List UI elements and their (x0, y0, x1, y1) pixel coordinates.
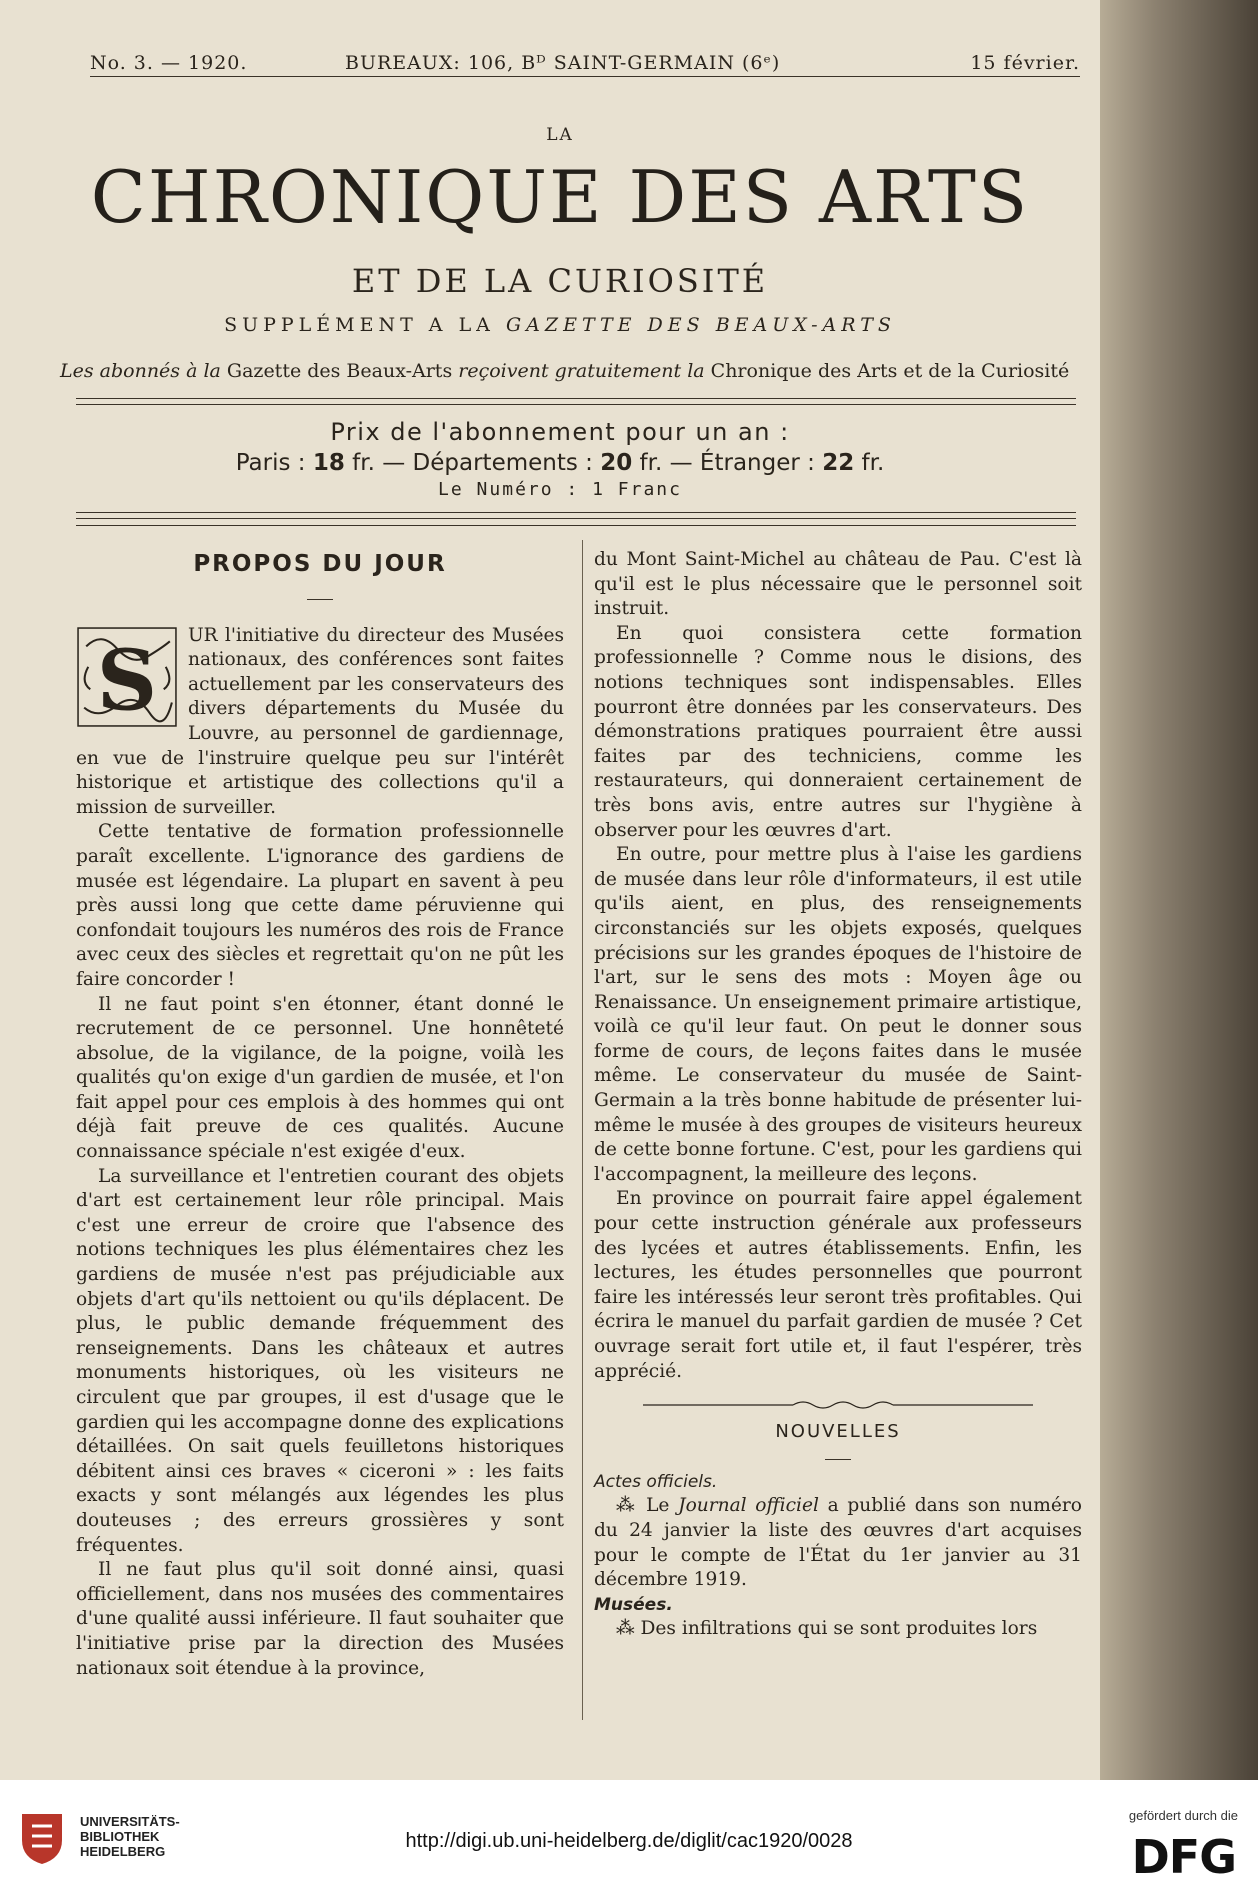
paragraph-5: Il ne faut plus qu'il soit donné ainsi, quasi officiellement, dans nos musées des commentaires d'une qualité aussi inférieure. Il faut souhaiter que l'initiative prise par la direction des Musées nationaux soit étendue à la province, (76, 1559, 564, 1679)
paragraph-9: En province on pourrait faire appel également pour cette instruction générale aux professeurs des lycées et autres établissements. Enfin, les lectures, les études personnelles que pourront faire les intéressés leur seront très profitables. Qui écrira le manuel du parfait gardien de musée ? Cet ouvrage serait fort utile et, il faut l'espérer, très apprécié. (594, 1188, 1082, 1382)
header-rule (90, 76, 1080, 77)
issue-number: No. 3. — 1920. (90, 52, 248, 74)
section-ornament (643, 1398, 1033, 1412)
actes-heading: Actes officiels. (594, 1471, 718, 1492)
paragraph-3: Il ne faut point s'en étonner, étant donné le recrutement de ce personnel. Une honnêteté absolue, de la vigilance, de la poigne, voilà les qualités qu'on exige d'un gardien de musée, et l'on fait appel pour ces emplois à des hommes qui ont déjà fait preuve de ces qualités. Aucune connaissance spéciale n'est exigée d'eux. (76, 993, 564, 1163)
departements-label: fr. — Départements : (344, 450, 601, 476)
subscription-heading: Prix de l'abonnement pour un an : (330, 418, 790, 446)
dfg-logo: DFG (1131, 1830, 1236, 1884)
section-title: PROPOS DU JOUR (193, 551, 447, 577)
paragraph-6: du Mont Saint-Michel au château de Pau. C'est là qu'il est le plus nécessaire que le personnel soit instruit. (594, 549, 1082, 620)
journal-officiel: Journal officiel (678, 1495, 819, 1517)
paragraph-4: La surveillance et l'entretien courant des objets d'art est certainement leur rôle principal. Mais c'est une erreur de croire que l'absence des notions techniques les plus élémentaires chez les gardiens de musée n'est pas préjudiciable aux objets d'art qu'ils nettoient ou qu'ils déplacent. De plus, le public demande fréquemment des renseignements. Dans les châteaux et autres monuments historiques, où les visiteurs ne circulent que par groupes, il est d'usage que le gardien qui les accompagne donne des explications détaillées. On sait quels feuilletons historiques débitent ainsi ces braves « ciceroni » : les faits exacts y sont mélangés aux légendes les plus douteuses ; des erreurs grossières y sont fréquentes. (76, 1165, 564, 1556)
supplement-gazette: GAZETTE DES BEAUX-ARTS (505, 314, 896, 336)
masthead-article: LA (546, 125, 574, 145)
masthead-title: CHRONIQUE DES ARTS (90, 155, 1030, 239)
rule-top-1 (76, 398, 1076, 399)
library-name-1: UNIVERSITÄTS- (80, 1814, 180, 1829)
rule-mid-3 (76, 525, 1076, 526)
masthead-subtitle: ET DE LA CURIOSITÉ (351, 262, 769, 300)
source-url[interactable]: http://digi.ub.uni-heidelberg.de/diglit/cac1920/0028 (405, 1830, 853, 1852)
news-title: NOUVELLES (775, 1421, 901, 1443)
actes-text-1: Le (646, 1495, 679, 1517)
rule-mid-1 (76, 512, 1076, 513)
paragraph-2: Cette tentative de formation professionnelle paraît excellente. L'ignorance des gardiens de musée est légendaire. La plupart en savent à peu près aussi long que cette dame péruvienne qui confondait toujours les numéros des rois de France avec ceux des siècles et regrettait qu'on ne pût les faire concorder ! (76, 821, 564, 990)
office-address: BUREAUX: 106, Bᴰ SAINT-GERMAIN (6ᵉ) (345, 52, 781, 74)
etranger-price: 22 (822, 450, 855, 476)
left-column (76, 548, 564, 1681)
supplement-prefix: SUPPLÉMENT A LA (224, 314, 495, 336)
subscribers-note-3: reçoivent gratuitement la (458, 360, 705, 382)
library-name-3: HEIDELBERG (80, 1844, 166, 1859)
facing-page-edge (1100, 0, 1258, 1780)
subscribers-note-4: Chronique des Arts et de la Curiosité (710, 360, 1070, 382)
paris-label: Paris : (235, 450, 313, 476)
musees-heading: Musées. (594, 1594, 673, 1615)
paragraph-7: En quoi consistera cette formation professionnelle ? Comme nous le disions, des notions techniques sont indispensables. Elles pourront être données par les conservateurs. Des démonstrations pratiques pourraient être aussi faites par des techniciens, comme les restaurateurs, qui donneraient certainement de très bons avis, entre autres sur l'hygiène à observer pour les œuvres d'art. (594, 622, 1082, 841)
paragraph-8: En outre, pour mettre plus à l'aise les gardiens de musée dans leur rôle d'informateurs, il est utile qu'ils aient, en plus, des renseignements circonstanciés sur les objets exposés, quelques précisions sur les grandes époques de l'histoire de l'art, sur le sens des mots : Moyen âge ou Renaissance. Un enseignement primaire artistique, voilà ce qu'il leur faut. On peut le donner sous forme de cours, de leçons faites dans le musée même. Le conservateur du musée de Saint-Germain a la très bonne habitude de présenter lui-même le musée à des groupes de visiteurs heureux de cette bonne fortune. C'est, pour les gardiens qui l'accompagnent, la meilleure des leçons. (594, 844, 1082, 1185)
supplement-line (60, 314, 1060, 336)
dropcap-s-ornament (76, 626, 178, 728)
etranger-label: fr. — Étranger : (632, 450, 823, 476)
currency-label: fr. (854, 450, 885, 476)
title-dash (307, 599, 333, 600)
library-name-2: BIBLIOTHEK (80, 1829, 160, 1844)
subscribers-note-2: Gazette des Beaux-Arts (226, 360, 453, 382)
actes-paragraph (594, 1494, 1082, 1592)
paris-price: 18 (312, 450, 345, 476)
asterism-icon: ⁂ (616, 1618, 641, 1640)
svg-text:S: S (96, 630, 158, 728)
header-line (90, 52, 1080, 74)
departements-price: 20 (600, 450, 633, 476)
rule-mid-2 (76, 518, 1076, 519)
sponsor-label: gefördert durch die (1128, 1808, 1238, 1823)
news-dash (825, 1459, 851, 1460)
asterism-icon: ⁂ (616, 1495, 647, 1517)
musees-text: Des infiltrations qui se sont produites lors (640, 1618, 1038, 1640)
actes-text-2: a publié dans son numéro du 24 janvier la liste des œuvres d'art acquises pour le compte de l'État du 1er janvier au 31 décembre 1919. (594, 1495, 1083, 1591)
musees-paragraph (594, 1617, 1082, 1642)
digitization-footer (0, 1780, 1258, 1895)
issue-date: 15 février. (970, 52, 1080, 74)
paragraph-1: UR l'initiative du directeur des Musées nationaux, des conférences sont faites actuellement par les conservateurs des divers départements du Musée du Louvre, au personnel de gardiennage, en vue de l'instruire quelque peu sur l'intérêt historique et artistique des collections qu'il a mission de surveiller. (76, 624, 564, 818)
rule-top-2 (76, 404, 1076, 405)
single-issue-price: Le Numéro : 1 Franc (438, 479, 682, 500)
subscription-prices (60, 450, 1060, 476)
column-divider (582, 540, 583, 1720)
subscribers-note-1: Les abonnés à la (60, 360, 221, 382)
right-column (594, 548, 1082, 1642)
subscribers-note (60, 360, 1070, 382)
